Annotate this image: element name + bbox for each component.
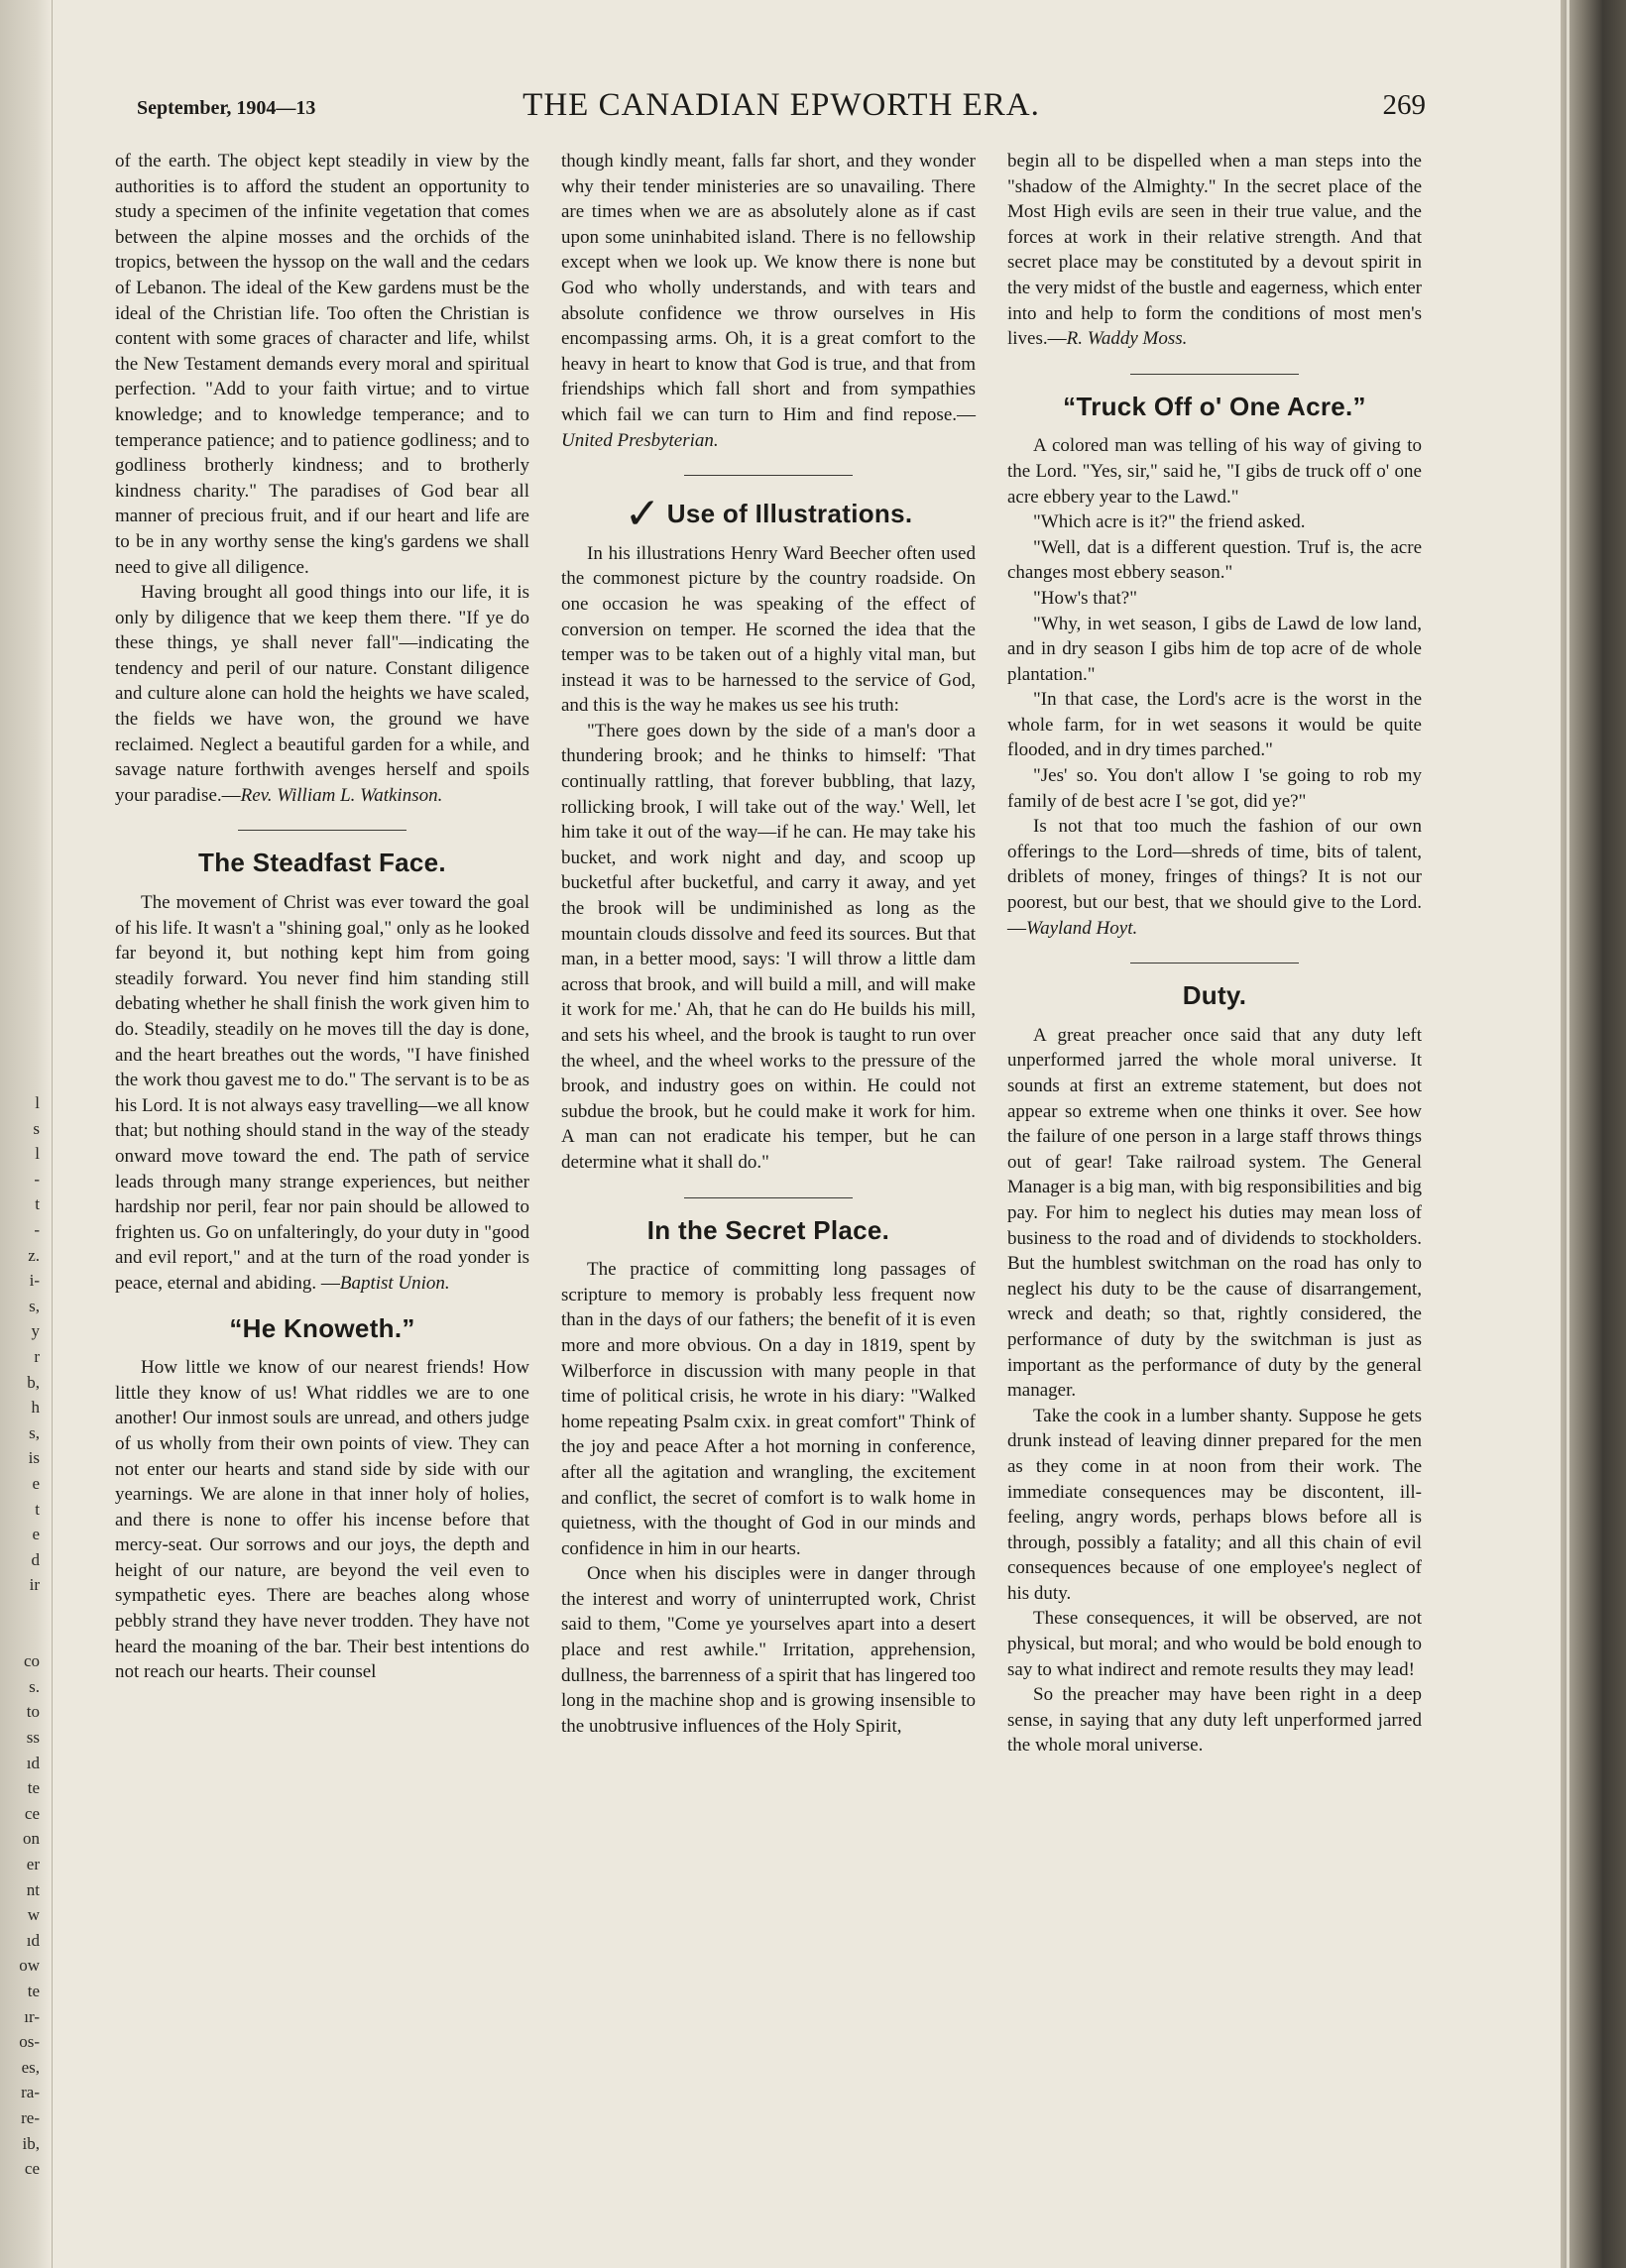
- margin-fragment: is: [28, 1448, 40, 1468]
- margin-fragment: os-: [19, 2032, 40, 2052]
- paragraph: "Jes' so. You don't allow I 'se going to rob my family of de best acre I 'se got, did ye?": [1007, 765, 1422, 812]
- margin-fragment: ir: [29, 1575, 40, 1595]
- margin-fragment: ra-: [21, 2083, 40, 2102]
- margin-fragment: er: [26, 1855, 40, 1873]
- margin-fragment: d: [31, 1549, 40, 1569]
- attribution: Baptist Union.: [339, 1272, 450, 1294]
- paragraph: [1007, 814, 1422, 941]
- column-2: [561, 149, 976, 1739]
- margin-fragment: -: [34, 1169, 40, 1189]
- margin-fragment: t: [35, 1499, 40, 1519]
- margin-fragment: z.: [28, 1245, 40, 1265]
- margin-fragment: b,: [27, 1372, 40, 1392]
- paragraph: [115, 580, 529, 808]
- magazine-title: THE CANADIAN EPWORTH ERA.: [523, 87, 1040, 123]
- paragraph: [561, 149, 976, 453]
- attribution: R. Waddy Moss.: [1066, 328, 1188, 350]
- heading-truck-off-one-acre: “Truck Off o' One Acre.”: [1063, 391, 1366, 421]
- paragraph: A colored man was telling of his way of giving to the Lord. "Yes, sir," said he, "I gibs de truck off o' one acre ebbery year to the Lawd.": [1007, 435, 1422, 508]
- attribution: United Presbyterian.: [561, 429, 719, 451]
- column-1: [115, 149, 529, 1685]
- paragraph: "Why, in wet season, I gibs de Lawd de low land, and in dry season I gibs him de top acre of de whole plantation.": [1007, 613, 1422, 685]
- paragraph: How little we know of our nearest friends! How little they know of us! What riddles we are to one another! Our inmost souls are unread, and others judge of us wholly from their own points of view. They can not enter our hearts and stand side by side with our yearnings. We are alone in that inner holy of holies, and there is none to offer his incense before that mercy-seat. Our sorrows and our joys, the depth and height of our nature, are beyond the veil even to sympathetic eyes. There are beaches along whose pebbly strand they have never trodden. They have not heard the moaning of the bar. Their best intentions do not reach our hearts. Their counsel: [115, 1357, 529, 1683]
- margin-fragment: e: [32, 1474, 40, 1493]
- margin-fragment: co: [23, 1651, 40, 1671]
- margin-fragment: t: [35, 1194, 40, 1214]
- margin-fragment: y: [31, 1321, 40, 1341]
- section-divider: [684, 475, 853, 476]
- paragraph: "Which acre is it?" the friend asked.: [1033, 511, 1306, 533]
- margin-fragment: on: [23, 1829, 40, 1849]
- margin-fragment: ss: [26, 1728, 40, 1747]
- issue-date: September, 1904—13: [137, 97, 316, 119]
- margin-fragment: s,: [29, 1296, 40, 1315]
- paragraph-text: Having brought all good things into our life, it is only by diligence that we keep them there. "If ye do these things, ye shall never fall"—indicating the tendency and peril of our nature. Constant diligence and culture alone can hold the heights we have scaled, the fields we have won, the ground we have reclaimed. Neglect a beautiful garden for a while, and savage nature forthwith avenges herself and spoils your paradise.—: [115, 582, 529, 806]
- margin-fragment: l: [35, 1093, 40, 1112]
- margin-fragment: to: [26, 1702, 40, 1722]
- margin-fragment: te: [27, 1778, 40, 1798]
- margin-fragment: w: [27, 1905, 40, 1925]
- page-number: 269: [1382, 89, 1426, 121]
- heading-he-knoweth: “He Knoweth.”: [229, 1312, 415, 1343]
- margin-fragment: ce: [24, 1803, 40, 1823]
- checkmark-icon: ✓: [624, 489, 661, 540]
- paragraph-text: begin all to be dispelled when a man steps into the "shadow of the Almighty." In the secret place of the Most High evils are seen in their true value, and the forces at work in their relative strength. And that secret place may be constituted by a devout spirit in the very midst of the bustle and eagerness, which enter into and help to form the conditions of most men's lives.—: [1007, 151, 1422, 350]
- margin-fragment: ıd: [26, 1930, 40, 1950]
- paragraph: "How's that?": [1033, 587, 1137, 609]
- paragraph: of the earth. The object kept steadily in view by the authorities is to afford the student an opportunity to study a specimen of the infinite vegetation that comes between the alpine mosses and the orchids of the tropics, between the hyssop on the wall and the cedars of Lebanon. The ideal of the Kew gardens must be the ideal of the Christian life. Too often the Christian is content with some graces of character and life, whilst the New Testament demands every moral and spiritual perfection. "Add to your faith virtue; and to virtue knowledge; and to knowledge temperance; and to temperance patience; and to patience godliness; and to godliness brotherly kindness; and to brotherly kindness charity." The paradises of God bear all manner of precious fruit, and if our heart and life are to be in any worthy sense the king's gardens we shall need to give all diligence.: [115, 151, 529, 578]
- heading-duty: Duty.: [1182, 980, 1247, 1011]
- margin-fragment: h: [31, 1398, 40, 1418]
- margin-fragment: ıd: [26, 1753, 40, 1772]
- paragraph-text: Is not that too much the fashion of our own offerings to the Lord—shreds of time, bits of talent, driblets of money, fringes of things? It is not our poorest, but our best, that we should give to the Lord.—: [1007, 816, 1422, 939]
- margin-fragment: ib,: [22, 2133, 40, 2153]
- margin-fragment: l: [35, 1144, 40, 1164]
- margin-fragment: nt: [26, 1879, 40, 1899]
- facing-page-margin: [0, 0, 53, 2268]
- margin-fragment: r: [34, 1347, 40, 1366]
- margin-fragment: ır-: [24, 2006, 40, 2026]
- heading-text: Use of Illustrations.: [666, 499, 913, 529]
- paragraph-text: The movement of Christ was ever toward the goal of his life. It wasn't a "shining goal," only as he looked far beyond it, but nothing kept him from going steadily forward. You never find him standing still debating whether he shall finish the work given him to do. Steadily, steadily on he moves till the day is done, and the heart breathes out the words, "I have finished the work thou gavest me to do." The servant is to be as his Lord. It is not always easy travelling—we all know that; but nothing should stand in the way of the steady onward move toward the end. The path of service leads through many strange experiences, but neither hardship nor peril, fear nor pain should be allowed to frighten us. Go on unfalteringly, do your duty in "good and evil report," and at the turn of the road yonder is peace, eternal and abiding. —: [115, 892, 529, 1294]
- section-divider: [1130, 374, 1299, 375]
- paragraph: These consequences, it will be observed, are not physical, but moral; and who would be bold enough to say to what indirect and remote results they may lead!: [1007, 1608, 1422, 1680]
- margin-fragment: te: [27, 1982, 40, 2000]
- margin-fragment: ow: [19, 1956, 40, 1976]
- margin-fragment: ce: [24, 2159, 40, 2179]
- paragraph: The practice of committing long passages of scripture to memory is probably less frequent now than in the days of our fathers; the benefit of it is even more and more obvious. On a day in 1819, spent by Wilberforce in discussion with many people in that time of political crisis, he wrote in his diary: "Walked home repeating Psalm cxix. in great comfort" Think of the joy and peace After a hot morning in conference, after all the agitation and wrangling, the excitement and conflict, the secret of comfort is to walk home in quietness, with the thought of God in our minds and confidence in him in our hearts.: [561, 1259, 976, 1559]
- paragraph: "There goes down by the side of a man's door a thundering brook; and he thinks to himself: 'That continually rattling, that forever bubbling, that lazy, rollicking brook, I will take out of the way.' Well, let him take it out of the way—if he can. He may take his bucket, and work night and day, and scoop up bucketful after bucketful, and carry it away, and yet the brook will be undiminished as long as the mountain clouds dissolve and feed its sources. But that man, in a better mood, says: 'I will throw a little dam across that brook, and will build a mill, and will make it work for me.' Ah, that he can do He builds his mill, and sets his wheel, and the brook is taught to run over the wheel, and the wheel works to the pressure of the brook, and industry goes on within. He could not subdue the brook, but he could make it work for him. A man can not eradicate his temper, but he can determine what it shall do.": [561, 720, 976, 1173]
- paragraph: "In that case, the Lord's acre is the worst in the whole farm, for in wet seasons it would be quite flooded, and in dry times parched.": [1007, 689, 1422, 761]
- book-spine: [1561, 0, 1626, 2268]
- attribution: Rev. William L. Watkinson.: [240, 784, 443, 806]
- paragraph: In his illustrations Henry Ward Beecher often used the commonest picture by the country roadside. On one occasion he was speaking of the effect of conversion on temper. He scorned the idea that the temper was to be taken out of a highly vital man, but instead it was to be harnessed to the service of God, and this is the way he makes us see his truth:: [561, 542, 976, 717]
- heading-steadfast-face: The Steadfast Face.: [198, 848, 446, 878]
- margin-fragment: s: [33, 1118, 40, 1138]
- paragraph: Take the cook in a lumber shanty. Suppose he gets drunk instead of leaving dinner prepared for the men as they come in at noon from their work. The immediate consequences may be discontent, ill-feeling, angry words, perhaps blows before all is through, possibly a fatality; and all this chain of evil consequences because of one employee's neglect of his duty.: [1007, 1405, 1422, 1604]
- heading-use-of-illustrations: [561, 489, 976, 540]
- section-divider: [1130, 963, 1299, 964]
- margin-fragment: i-: [29, 1271, 40, 1291]
- heading-secret-place: In the Secret Place.: [646, 1214, 890, 1245]
- attribution: Wayland Hoyt.: [1026, 917, 1138, 939]
- margin-fragment: s.: [29, 1676, 40, 1696]
- paragraph-text: though kindly meant, falls far short, and they wonder why their tender ministeries are so unavailing. There are times when we are as absolutely alone as if cast upon some uninhabited island. There is no fellowship except when we look up. We know there is none but God who wholly understands, and with tears and absolute confidence we throw ourselves in His encompassing arms. Oh, it is a great comfort to the heavy in heart to know that God is true, and that from friendships which fall short and from sympathies which fail we can turn to Him and find repose.—: [561, 151, 976, 425]
- paragraph: A great preacher once said that any duty left unperformed jarred the whole moral universe. It sounds at first an extreme statement, but does not appear so extreme when one thinks it over. See how the failure of one person in a large staff throws things out of gear! Take railroad system. The General Manager is a big man, with big responsibilities and big pay. For him to neglect his duties may mean loss of business to the road and of dividends to stockholders. But the humblest switchman on the road has only to neglect his duty to be the cause of disarrangement, wreck and death; so that, rightly considered, the performance of duty by the switchman is just as important as the performance of duty by the general manager.: [1007, 1024, 1422, 1402]
- paragraph: "Well, dat is a different question. Truf is, the acre changes most ebbery season.": [1007, 536, 1422, 584]
- margin-fragment: s,: [29, 1422, 40, 1442]
- page-header: [137, 87, 1426, 127]
- margin-fragment: re-: [21, 2108, 40, 2127]
- paragraph: Once when his disciples were in danger through the interest and worry of uninterrupted work, Christ said to them, "Come ye yourselves apart into a desert place and rest awhile." Irritation, apprehension, dullness, the barrenness of a spirit that has lingered too long in the machine shop and is growing insensible to the unobtrusive influences of the Holy Spirit,: [561, 1563, 976, 1737]
- section-divider: [684, 1197, 853, 1198]
- section-divider: [238, 830, 406, 831]
- margin-fragment: -: [34, 1220, 40, 1239]
- paragraph: [115, 890, 529, 1297]
- paragraph: So the preacher may have been right in a deep sense, in saying that any duty left unperformed jarred the whole moral universe.: [1007, 1684, 1422, 1757]
- column-3: [1007, 149, 1422, 1758]
- margin-fragment: e: [32, 1525, 40, 1544]
- margin-fragment: es,: [21, 2057, 40, 2077]
- paragraph: [1007, 149, 1422, 352]
